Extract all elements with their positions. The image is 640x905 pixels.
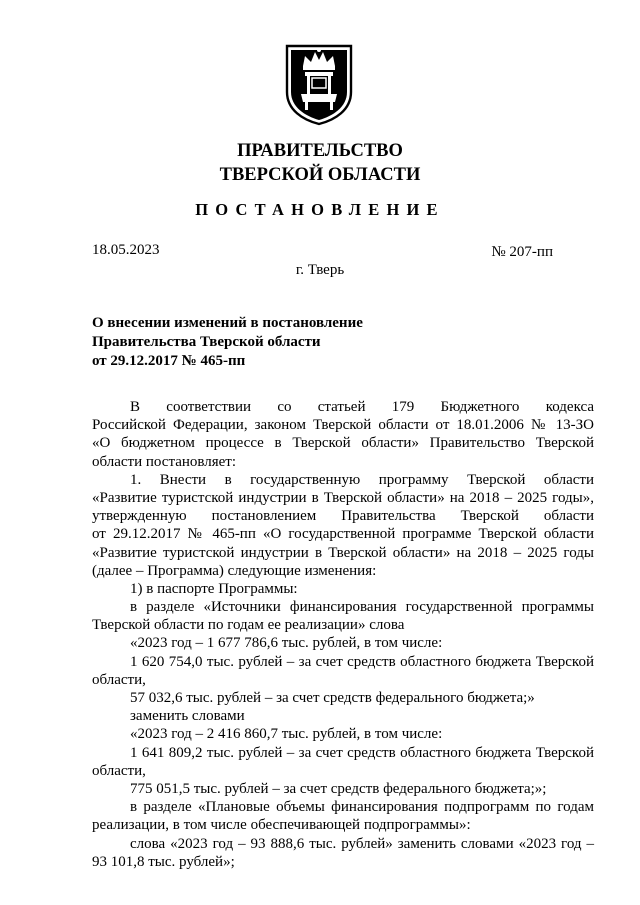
body-line: в разделе «Источники финансирования государственной программы <box>130 599 594 616</box>
body-line: 1. Внести в государственную программу Тверской области <box>130 471 594 488</box>
document-type: ПОСТАНОВЛЕНИЕ <box>195 200 445 219</box>
body-line: реализации, в том числе обеспечивающей подпрограммы»: <box>92 817 471 834</box>
body-line: области, <box>92 671 146 688</box>
body-line: 1 641 809,2 тыс. рублей – за счет средств областного бюджета Тверской <box>130 744 594 761</box>
body-line: от 29.12.2017 № 465-пп «О государственной программе Тверской области <box>92 526 594 543</box>
document-number: № 207-пп <box>491 244 553 260</box>
body-line: Тверской области по годам ее реализации» слова <box>92 617 405 634</box>
body-line: «Развитие туристской индустрии в Тверской области» на 2018 – 2025 годы <box>92 544 594 561</box>
body-line: слова «2023 год – 93 888,6 тыс. рублей» заменить словами «2023 год – <box>130 835 594 852</box>
body-line: области, <box>92 762 146 779</box>
body-line: 1) в паспорте Программы: <box>130 580 298 597</box>
body-line: в разделе «Плановые объемы финансирования подпрограмм по годам <box>130 799 594 816</box>
body-line: «О бюджетном процессе в Тверской области» Правительство Тверской <box>92 435 594 452</box>
government-name-line1: ПРАВИТЕЛЬСТВО <box>237 141 403 161</box>
body-line: заменить словами <box>130 708 245 725</box>
title-line: Правительства Тверской области <box>92 334 321 350</box>
body-line: утвержденную постановлением Правительства Тверской области <box>92 508 594 525</box>
body-line: «2023 год – 2 416 860,7 тыс. рублей, в том числе: <box>130 726 443 743</box>
document-date: 18.05.2023 <box>92 242 160 258</box>
body-line: 57 032,6 тыс. рублей – за счет средств федерального бюджета;» <box>130 690 535 706</box>
tver-coat-of-arms-icon <box>283 40 355 126</box>
document-title <box>92 314 363 371</box>
body-line: 775 051,5 тыс. рублей – за счет средств федерального бюджета;»; <box>130 780 547 797</box>
document-body <box>92 398 594 871</box>
title-line: О внесении изменений в постановление <box>92 315 363 331</box>
document-city: г. Тверь <box>295 262 345 278</box>
body-line: «Развитие туристской индустрии в Тверской области» на 2018 – 2025 годы», <box>92 489 594 506</box>
body-line: области постановляет: <box>92 453 237 470</box>
body-line: 93 101,8 тыс. рублей»; <box>92 853 235 870</box>
government-name-line2: ТВЕРСКОЙ ОБЛАСТИ <box>219 165 421 185</box>
body-line: 1 620 754,0 тыс. рублей – за счет средств областного бюджета Тверской <box>130 653 594 670</box>
body-line: В соответствии со статьей 179 Бюджетного кодекса <box>130 399 594 415</box>
body-line: «2023 год – 1 677 786,6 тыс. рублей, в том числе: <box>130 635 443 652</box>
body-line: Российской Федерации, законом Тверской области от 18.01.2006 № 13-ЗО <box>92 417 594 434</box>
title-line: от 29.12.2017 № 465-пп <box>92 353 246 369</box>
body-line: (далее – Программа) следующие изменения: <box>92 562 377 579</box>
